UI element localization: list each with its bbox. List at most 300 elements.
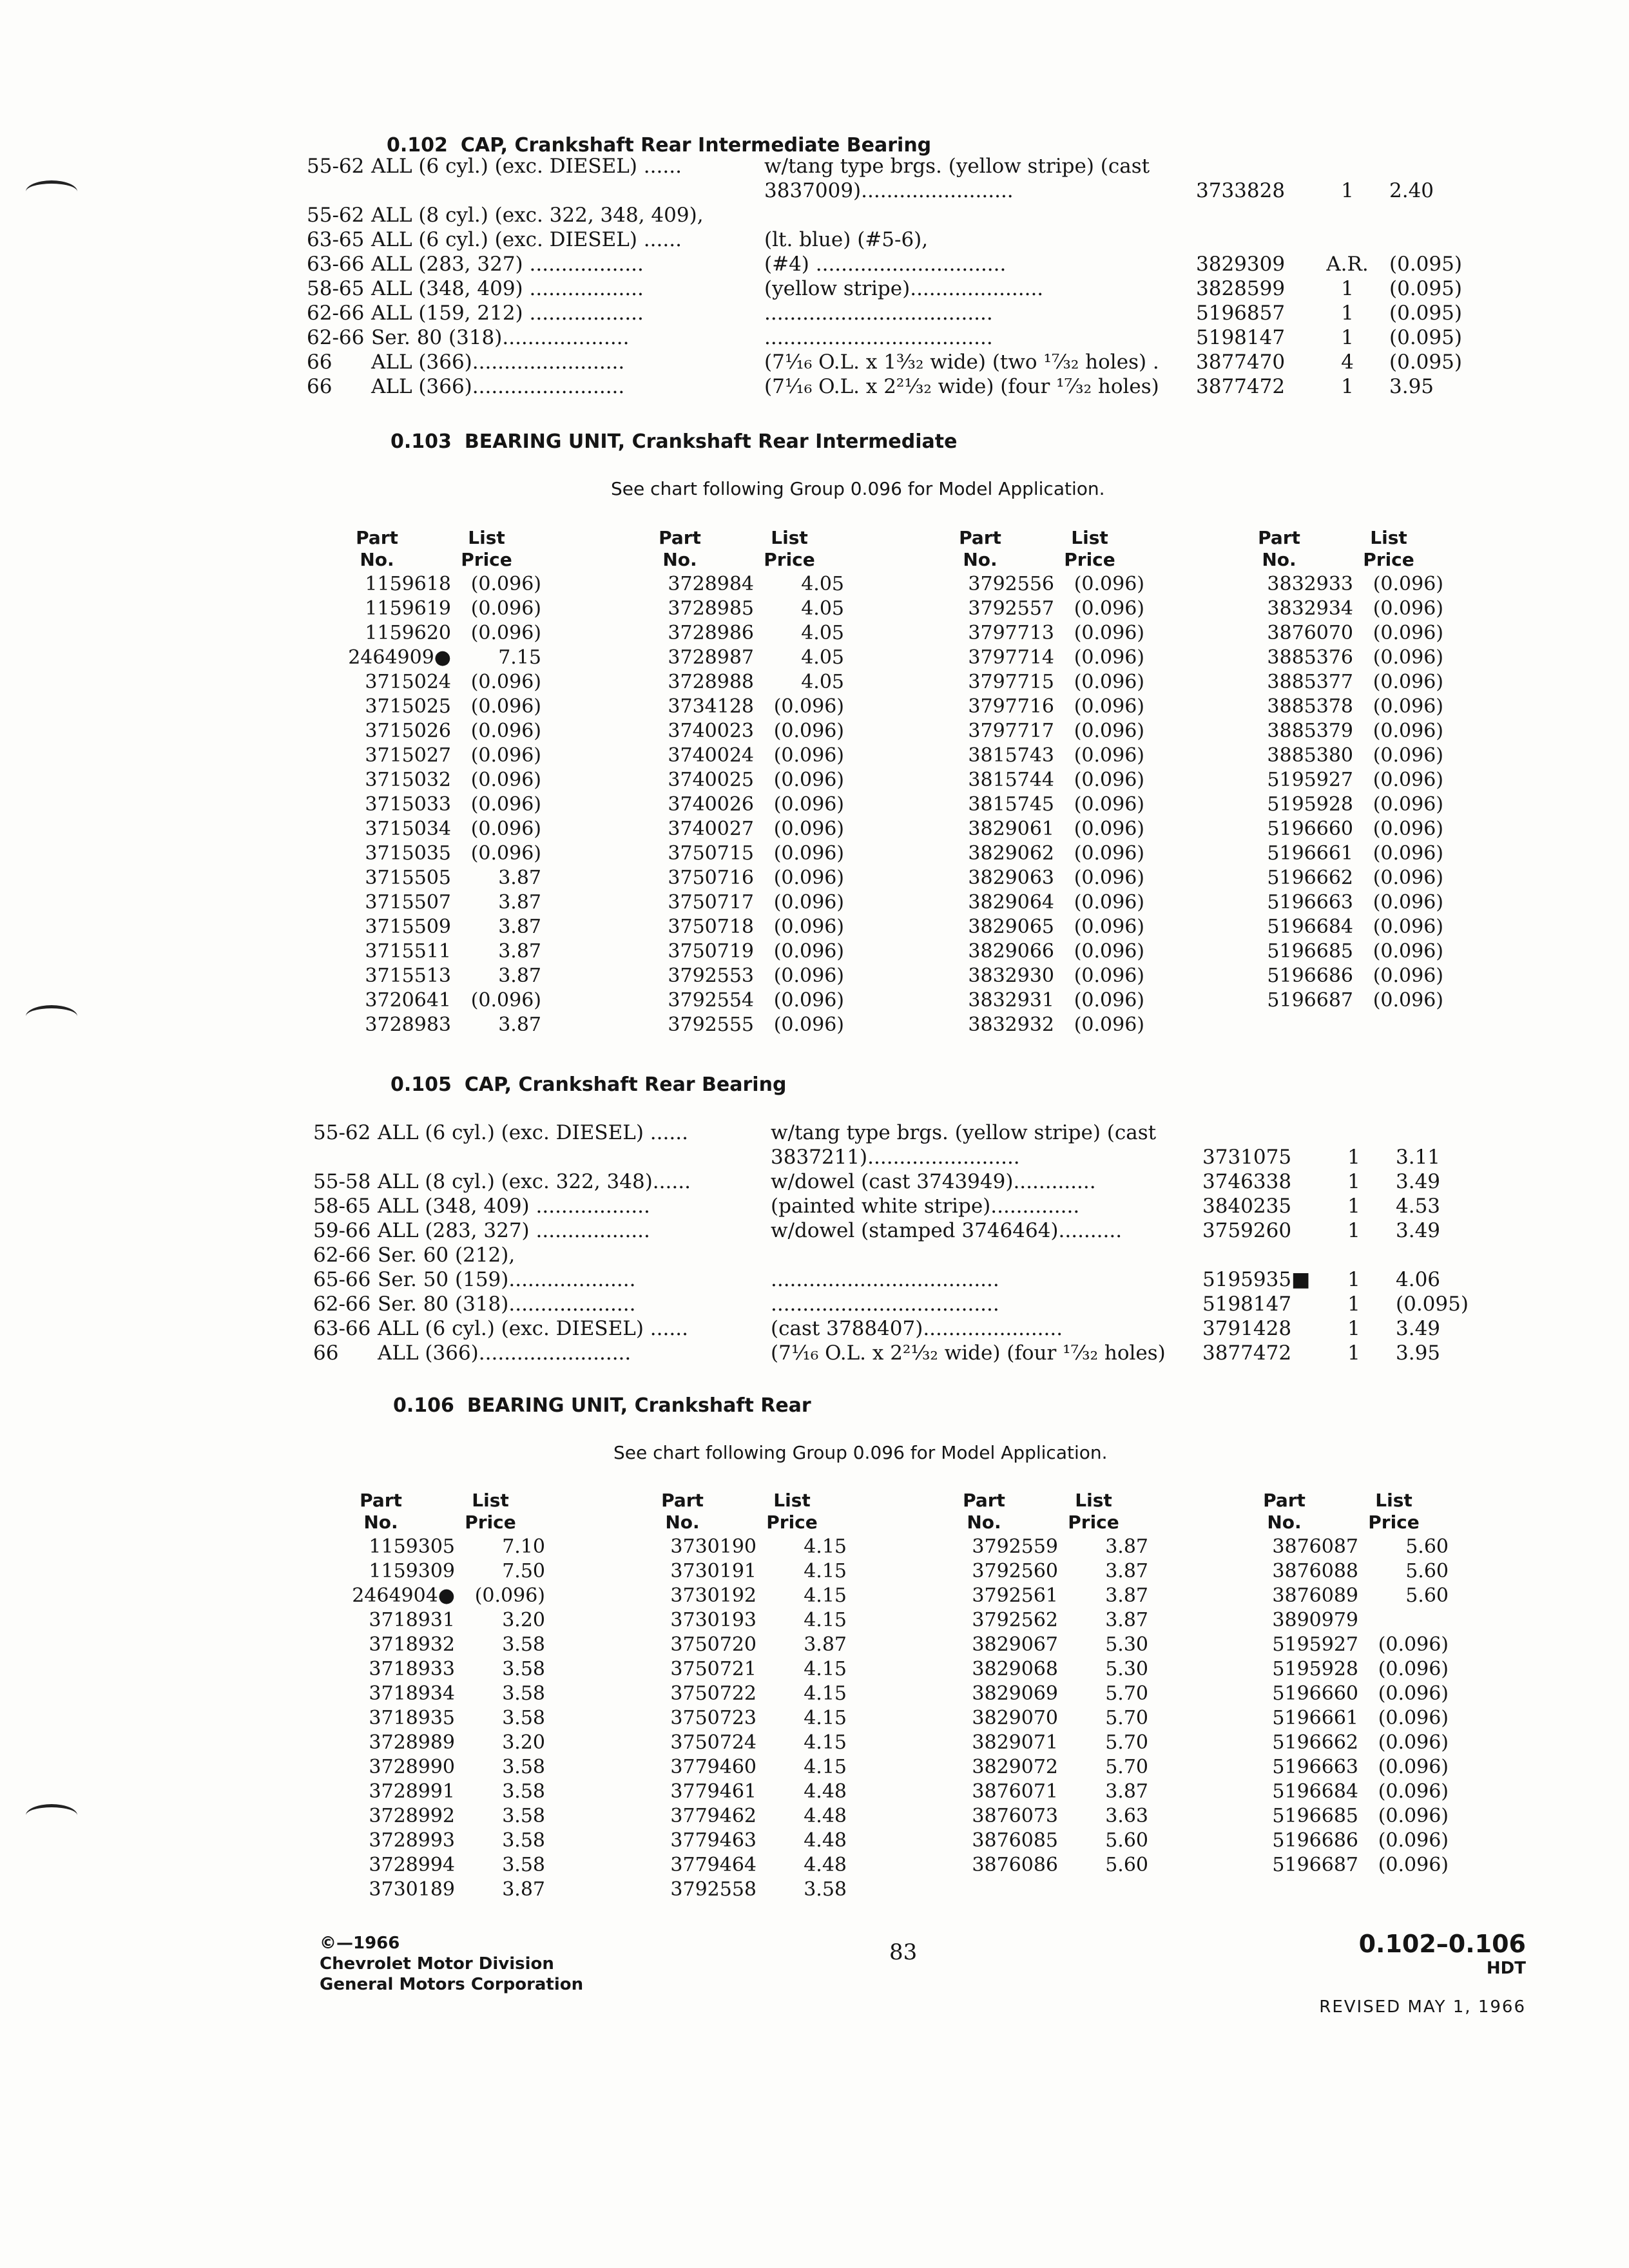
list-price: (0.096) — [773, 793, 844, 816]
header-list-price: List Price — [461, 527, 512, 570]
part-number: 3828599 — [1196, 277, 1286, 300]
price-row — [619, 817, 863, 841]
header-part-no: Part No. — [659, 527, 701, 570]
model: ALL (366)........................ — [378, 1341, 631, 1365]
years: 62-66 — [307, 302, 365, 325]
price-row — [316, 841, 561, 866]
part-number: 3750724 — [670, 1731, 757, 1754]
price-row — [619, 988, 863, 1013]
price-row — [621, 1682, 866, 1706]
price-row — [316, 621, 561, 646]
price-row — [619, 621, 863, 646]
list-price: (0.096) — [773, 842, 844, 865]
part-number: 3718934 — [369, 1682, 455, 1705]
price-row — [1223, 1755, 1468, 1780]
model-application-note: See chart following Group 0.096 for Model Application. — [613, 1442, 1108, 1463]
description: (painted white stripe).............. — [771, 1195, 1080, 1218]
price-row — [1218, 988, 1463, 1013]
part-number: 3877472 — [1196, 375, 1286, 398]
price-row — [621, 1608, 866, 1633]
list-price: 5.60 — [1405, 1535, 1449, 1558]
list-price: (0.096) — [1378, 1633, 1449, 1656]
part-number: 3718932 — [369, 1633, 455, 1656]
header-list-price: List Price — [764, 527, 815, 570]
list-price: 7.50 — [502, 1560, 545, 1582]
column-header — [316, 527, 561, 572]
binder-hole-mark — [26, 1005, 77, 1028]
column-header — [619, 527, 863, 572]
price-row — [320, 1535, 564, 1559]
price-row — [619, 939, 863, 964]
application-row — [313, 1146, 1441, 1170]
list-price: (0.096) — [773, 720, 844, 742]
part-number: 3728991 — [369, 1780, 455, 1803]
price-row — [316, 670, 561, 695]
price-row — [316, 719, 561, 744]
price-row — [619, 866, 863, 890]
price-row — [619, 768, 863, 793]
part-number: 3877470 — [1196, 351, 1286, 374]
part-number: 3829309 — [1196, 253, 1286, 276]
quantity: 1 — [1347, 1195, 1360, 1218]
list-price: (0.096) — [1373, 940, 1443, 963]
header-part-no: Part No. — [356, 527, 398, 570]
model: Ser. 50 (159).................... — [378, 1268, 636, 1291]
list-price: (0.096) — [470, 597, 541, 620]
price-row — [320, 1878, 564, 1902]
list-price: 3.87 — [498, 916, 541, 938]
list-price: (0.096) — [773, 744, 844, 767]
model: Ser. 80 (318).................... — [378, 1293, 636, 1316]
part-number: 5196684 — [1267, 916, 1353, 938]
group-range: 0.102–0.106 — [1358, 1930, 1526, 1958]
description: .................................... — [764, 302, 993, 325]
list-price: 3.20 — [502, 1609, 545, 1631]
footer-publisher — [320, 1933, 583, 1995]
part-number: 3829071 — [972, 1731, 1058, 1754]
list-price: 3.87 — [498, 891, 541, 914]
list-price: (0.096) — [470, 622, 541, 644]
list-price: (0.096) — [773, 965, 844, 987]
list-price: (0.096) — [470, 695, 541, 718]
application-row — [313, 1244, 1434, 1268]
price-row — [1223, 1853, 1468, 1878]
description: .................................... — [764, 326, 993, 349]
part-number: 5195927 — [1267, 769, 1353, 791]
price-column — [1223, 1490, 1468, 1878]
price-row — [320, 1584, 564, 1608]
price-row — [923, 1706, 1168, 1731]
part-number: 3715035 — [365, 842, 451, 865]
part-number: 5196660 — [1267, 818, 1353, 840]
list-price: (0.096) — [1378, 1805, 1449, 1827]
price-row — [619, 670, 863, 695]
quantity: 1 — [1341, 277, 1354, 300]
price-row — [919, 890, 1164, 915]
column-header — [1218, 527, 1463, 572]
price-row — [320, 1706, 564, 1731]
corporation: General Motors Corporation — [320, 1975, 584, 1994]
years: 65-66 — [313, 1268, 371, 1291]
part-number: 3885376 — [1267, 646, 1353, 669]
part-number: 5196685 — [1272, 1805, 1358, 1827]
list-price: (0.096) — [1378, 1707, 1449, 1729]
part-number: 3792560 — [972, 1560, 1058, 1582]
price-row — [316, 964, 561, 988]
years: 55-58 — [313, 1170, 371, 1193]
list-price: (0.096) — [1074, 744, 1144, 767]
price-row — [919, 1013, 1164, 1037]
list-price: (0.096) — [1373, 867, 1443, 889]
model: ALL (6 cyl.) (exc. DIESEL) ...... — [378, 1121, 688, 1144]
list-price: 5.60 — [1105, 1829, 1148, 1852]
quantity: 1 — [1347, 1146, 1360, 1169]
model: ALL (6 cyl.) (exc. DIESEL) ...... — [371, 228, 682, 251]
list-price: 3.87 — [804, 1633, 847, 1656]
list-price: (0.096) — [1373, 671, 1443, 693]
part-number: 3715027 — [365, 744, 451, 767]
part-number: 3728988 — [668, 671, 754, 693]
list-price: (0.096) — [470, 769, 541, 791]
list-price: (0.096) — [1074, 671, 1144, 693]
list-price — [1358, 1608, 1449, 1633]
part-number: 3832933 — [1267, 573, 1353, 595]
price-row — [1223, 1535, 1468, 1559]
list-price: 3.20 — [502, 1731, 545, 1754]
part-number: 3797716 — [968, 695, 1054, 718]
part-number: 3759260 — [1202, 1219, 1292, 1242]
list-price: (0.096) — [1378, 1756, 1449, 1778]
price-row — [1223, 1829, 1468, 1853]
price-row — [621, 1535, 866, 1559]
list-price: (0.096) — [773, 1014, 844, 1036]
price-row — [919, 988, 1164, 1013]
header-list-price: List Price — [1363, 527, 1414, 570]
price-row — [619, 695, 863, 719]
list-price: (0.096) — [1378, 1731, 1449, 1754]
header-part-no: Part No. — [360, 1490, 402, 1533]
part-number: 3750719 — [668, 940, 754, 963]
price-row — [923, 1829, 1168, 1853]
list-price: (0.096) — [773, 916, 844, 938]
column-header — [1223, 1490, 1468, 1535]
part-number: 3792556 — [968, 573, 1054, 595]
part-number: 3829070 — [972, 1707, 1058, 1729]
column-header — [621, 1490, 866, 1535]
price-row — [316, 915, 561, 939]
price-row — [619, 890, 863, 915]
price-row — [919, 646, 1164, 670]
list-price: 4.15 — [804, 1560, 847, 1582]
division: Chevrolet Motor Division — [320, 1954, 554, 1974]
part-number: 3792561 — [972, 1584, 1058, 1607]
section-title-0103 — [390, 430, 957, 453]
price-row — [320, 1731, 564, 1755]
list-price: 4.05 — [801, 646, 844, 669]
part-number: 3840235 — [1202, 1195, 1292, 1218]
part-number: 3792557 — [968, 597, 1054, 620]
list-price: 3.87 — [498, 1014, 541, 1036]
price-row — [1223, 1657, 1468, 1682]
list-price: (0.096) — [470, 793, 541, 816]
model-application-note: See chart following Group 0.096 for Model Application. — [611, 478, 1105, 499]
application-row — [313, 1341, 1441, 1366]
part-number: 3829065 — [968, 916, 1054, 938]
price-row — [316, 744, 561, 768]
part-number: 3779461 — [670, 1780, 757, 1803]
list-price: (0.096) — [1373, 769, 1443, 791]
list-price: (0.096) — [1074, 622, 1144, 644]
part-number: 3720641 — [365, 989, 451, 1012]
model: ALL (283, 327) .................. — [378, 1219, 650, 1242]
list-price: 3.87 — [502, 1878, 545, 1901]
application-row — [313, 1170, 1441, 1195]
price-row — [919, 964, 1164, 988]
part-number: 3750721 — [670, 1658, 757, 1680]
part-number: 3715025 — [365, 695, 451, 718]
quantity: 1 — [1341, 302, 1354, 325]
part-number: 3750716 — [668, 867, 754, 889]
part-number: 3715511 — [365, 940, 451, 963]
binder-hole-mark — [26, 1804, 77, 1827]
description: .................................... — [771, 1293, 999, 1316]
list-price: (0.096) — [1373, 720, 1443, 742]
part-number: 3876070 — [1267, 622, 1353, 644]
application-row — [307, 351, 1462, 375]
list-price: (0.096) — [773, 695, 844, 718]
description: w/dowel (stamped 3746464).......... — [771, 1219, 1123, 1242]
part-number: 3733828 — [1196, 179, 1286, 202]
part-number: 5198147 — [1196, 326, 1286, 349]
part-number: 3728992 — [369, 1805, 455, 1827]
part-number: 1159619 — [365, 597, 451, 620]
list-price: (0.096) — [1074, 597, 1144, 620]
list-price: (0.096) — [1074, 793, 1144, 816]
list-price: 7.15 — [498, 646, 541, 669]
years: 55-62 — [313, 1121, 371, 1144]
list-price: (0.096) — [470, 818, 541, 840]
list-price: 3.49 — [1396, 1317, 1441, 1340]
description: w/tang type brgs. (yellow stripe) (cast — [771, 1121, 1157, 1144]
part-number: 3885377 — [1267, 671, 1353, 693]
list-price: (0.095) — [1389, 253, 1462, 276]
list-price: 3.49 — [1396, 1170, 1441, 1193]
list-price: 2.40 — [1389, 179, 1434, 202]
part-number: 5196684 — [1272, 1780, 1358, 1803]
list-price: (0.095) — [1389, 351, 1462, 374]
list-price: 4.15 — [804, 1707, 847, 1729]
part-number: 3728990 — [369, 1756, 455, 1778]
price-row — [621, 1878, 866, 1902]
price-row — [1223, 1706, 1468, 1731]
price-row — [1223, 1608, 1468, 1633]
price-row — [1218, 817, 1463, 841]
list-price: 4.48 — [804, 1780, 847, 1803]
model: ALL (8 cyl.) (exc. 322, 348, 409), — [371, 204, 704, 227]
list-price: (0.096) — [1074, 646, 1144, 669]
part-number: 3797713 — [968, 622, 1054, 644]
price-row — [1223, 1584, 1468, 1608]
price-row — [619, 646, 863, 670]
price-row — [316, 793, 561, 817]
header-part-no: Part No. — [661, 1490, 704, 1533]
application-row — [307, 375, 1434, 399]
part-number: 5198147 — [1202, 1293, 1292, 1316]
part-number: 5195928 — [1272, 1658, 1358, 1680]
list-price: (0.096) — [1373, 573, 1443, 595]
part-number: 3797714 — [968, 646, 1054, 669]
part-number: 3779464 — [670, 1854, 757, 1876]
part-number: 5196687 — [1272, 1854, 1358, 1876]
years: 55-62 — [307, 204, 365, 227]
part-number: 3715507 — [365, 891, 451, 914]
list-price: 4.15 — [804, 1682, 847, 1705]
price-row — [316, 988, 561, 1013]
part-number: 3728993 — [369, 1829, 455, 1852]
quantity: 1 — [1341, 179, 1354, 202]
part-number: 3734128 — [668, 695, 754, 718]
part-number: 3730190 — [670, 1535, 757, 1558]
price-row — [316, 572, 561, 597]
section-number: 0.105 — [390, 1073, 452, 1096]
years: 58-65 — [307, 277, 365, 300]
list-price: 3.49 — [1396, 1219, 1441, 1242]
price-row — [1218, 890, 1463, 915]
years: 63-65 — [307, 228, 365, 251]
header-list-price: List Price — [1368, 1490, 1420, 1533]
model: Ser. 80 (318).................... — [371, 326, 630, 349]
list-price: 3.95 — [1389, 375, 1434, 398]
list-price: (0.096) — [773, 769, 844, 791]
price-row — [923, 1608, 1168, 1633]
part-number: 3876071 — [972, 1780, 1058, 1803]
part-number: 3815744 — [968, 769, 1054, 791]
part-number: 1159305 — [369, 1535, 455, 1558]
price-column — [619, 527, 863, 1037]
list-price: 5.30 — [1105, 1658, 1148, 1680]
price-row — [316, 597, 561, 621]
part-number: 3876087 — [1272, 1535, 1358, 1558]
model: ALL (6 cyl.) (exc. DIESEL) ...... — [378, 1317, 688, 1340]
part-number: 5196662 — [1267, 867, 1353, 889]
price-row — [619, 841, 863, 866]
price-row — [923, 1731, 1168, 1755]
list-price: (0.096) — [470, 744, 541, 767]
part-number: 3715513 — [365, 965, 451, 987]
list-price: (0.096) — [773, 989, 844, 1012]
application-row — [307, 277, 1462, 302]
price-row — [919, 768, 1164, 793]
price-row — [320, 1633, 564, 1657]
list-price: (0.096) — [1074, 573, 1144, 595]
price-row — [320, 1829, 564, 1853]
list-price: (0.096) — [1074, 891, 1144, 914]
part-number: 3876085 — [972, 1829, 1058, 1852]
list-price: 4.53 — [1396, 1195, 1441, 1218]
list-price: (0.096) — [1074, 695, 1144, 718]
part-number: 3829063 — [968, 867, 1054, 889]
part-number: 3750720 — [670, 1633, 757, 1656]
part-number: 3731075 — [1202, 1146, 1292, 1169]
price-row — [1223, 1682, 1468, 1706]
price-row — [320, 1608, 564, 1633]
price-row — [919, 621, 1164, 646]
price-row — [320, 1804, 564, 1829]
description: (#4) .............................. — [764, 253, 1007, 276]
part-number: 3728987 — [668, 646, 754, 669]
list-price: (0.096) — [1378, 1854, 1449, 1876]
price-column — [923, 1490, 1168, 1878]
part-number: 3740023 — [668, 720, 754, 742]
list-price: 3.87 — [1105, 1584, 1148, 1607]
years: 66 — [307, 375, 333, 398]
list-price: 3.58 — [502, 1780, 545, 1803]
part-number: 3829062 — [968, 842, 1054, 865]
application-row — [307, 302, 1462, 326]
price-row — [919, 915, 1164, 939]
application-row — [313, 1317, 1441, 1341]
list-price: (0.096) — [1074, 1014, 1144, 1036]
list-price: (0.096) — [1373, 842, 1443, 865]
price-row — [1218, 719, 1463, 744]
list-price: 3.58 — [502, 1756, 545, 1778]
description: (lt. blue) (#5-6), — [764, 228, 929, 251]
part-number: 3876086 — [972, 1854, 1058, 1876]
part-number: 3797717 — [968, 720, 1054, 742]
list-price: 3.87 — [1105, 1780, 1148, 1803]
column-header — [919, 527, 1164, 572]
list-price: (0.096) — [773, 818, 844, 840]
price-row — [320, 1853, 564, 1878]
quantity: 1 — [1341, 375, 1354, 398]
price-row — [919, 572, 1164, 597]
list-price: 4.15 — [804, 1609, 847, 1631]
part-number: 3715032 — [365, 769, 451, 791]
part-number: 2464909● — [348, 646, 451, 669]
price-row — [919, 817, 1164, 841]
part-number: 3715509 — [365, 916, 451, 938]
part-number: 5196685 — [1267, 940, 1353, 963]
section-number: 0.106 — [393, 1394, 454, 1417]
price-row — [619, 915, 863, 939]
price-row — [1218, 597, 1463, 621]
price-row — [621, 1633, 866, 1657]
description: w/dowel (cast 3743949)............. — [771, 1170, 1096, 1193]
header-part-no: Part No. — [963, 1490, 1005, 1533]
section-title-0105 — [390, 1073, 786, 1096]
price-row — [320, 1780, 564, 1804]
model: ALL (348, 409) .................. — [378, 1195, 650, 1218]
price-row — [320, 1657, 564, 1682]
part-number: 3829072 — [972, 1756, 1058, 1778]
list-price: (0.096) — [1373, 818, 1443, 840]
list-price: (0.096) — [470, 671, 541, 693]
application-row — [313, 1121, 1434, 1146]
quantity: 1 — [1341, 326, 1354, 349]
list-price: (0.095) — [1396, 1293, 1469, 1316]
part-number: 3730193 — [670, 1609, 757, 1631]
price-row — [919, 939, 1164, 964]
part-number: 3779460 — [670, 1756, 757, 1778]
list-price: 3.58 — [502, 1805, 545, 1827]
part-number: 1159618 — [365, 573, 451, 595]
list-price: (0.096) — [1373, 793, 1443, 816]
list-price: 4.05 — [801, 622, 844, 644]
part-number: 3779463 — [670, 1829, 757, 1852]
list-price: 4.05 — [801, 573, 844, 595]
application-row — [307, 204, 1428, 228]
part-number: 3715024 — [365, 671, 451, 693]
